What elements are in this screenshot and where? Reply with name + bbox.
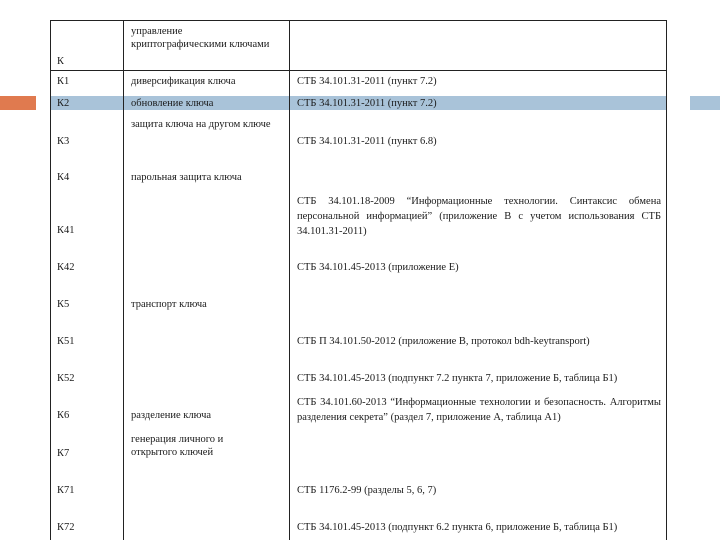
row-code: К2 [57, 98, 70, 109]
row-code: К71 [57, 485, 75, 496]
row-code: К7 [57, 448, 70, 459]
row-standard: СТБ 34.101.45-2013 (подпункт 6.2 пункта 6, приложение Б, таблица Б1) [297, 522, 618, 533]
row-name: генерация личного и открытого ключей [131, 434, 224, 458]
slide-accent-bar-left [0, 96, 36, 110]
row-name: транспорт ключа [131, 299, 207, 310]
row-code: К6 [57, 410, 70, 421]
column-divider-1 [123, 20, 124, 540]
row-code: К3 [57, 136, 70, 147]
row-name: парольная защита ключа [131, 172, 242, 183]
row-standard: СТБ 1176.2-99 (разделы 5, 6, 7) [297, 485, 437, 496]
row-standard: СТБ 34.101.18-2009 “Информационные технологии. Синтаксис обмена персональной информацией” (приложение В с учетом использования СТБ 34.101.31-2011) [297, 196, 661, 237]
header-name: управление криптографическими ключами [131, 26, 270, 50]
row-standard: СТБ 34.101.31-2011 (пункт 7.2) [297, 98, 437, 109]
header-code: К [57, 56, 65, 67]
row-code: К1 [57, 76, 70, 87]
row-code: К72 [57, 522, 75, 533]
row-standard: СТБ 34.101.45-2013 (подпункт 7.2 пункта 7, приложение Б, таблица Б1) [297, 373, 618, 384]
row-code: К51 [57, 336, 75, 347]
row-standard: СТБ 34.101.45-2013 (приложение Е) [297, 262, 459, 273]
column-divider-2 [289, 20, 290, 540]
row-code: К52 [57, 373, 75, 384]
row-name: защита ключа на другом ключе [131, 119, 271, 130]
row-standard: СТБ 34.101.31-2011 (пункт 6.8) [297, 136, 437, 147]
row-name: диверсификация ключа [131, 76, 236, 87]
slide-accent-bar-right [690, 96, 720, 110]
row-standard: СТБ 34.101.31-2011 (пункт 7.2) [297, 76, 437, 87]
table-border-right [666, 20, 667, 540]
table-border-left [50, 20, 51, 540]
row-standard: СТБ 34.101.60-2013 “Информационные технологии и безопасность. Алгоритмы разделения секрета” (раздел 7, приложение А, таблица А1) [297, 397, 661, 423]
header-divider [50, 70, 667, 71]
row-code: К41 [57, 225, 75, 236]
row-standard: СТБ П 34.101.50-2012 (приложение В, протокол bdh-keytransport) [297, 336, 590, 347]
row-code: К42 [57, 262, 75, 273]
row-name: обновление ключа [131, 98, 214, 109]
row-code: К4 [57, 172, 70, 183]
table-border-top [50, 20, 667, 21]
row-name: разделение ключа [131, 410, 212, 421]
row-code: К5 [57, 299, 70, 310]
